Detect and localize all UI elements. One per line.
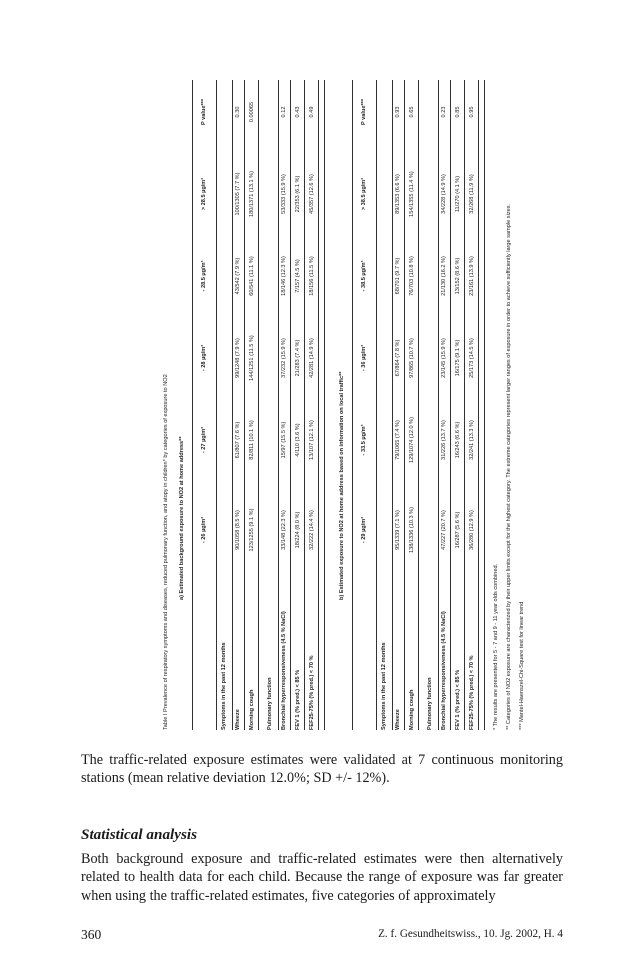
table-cell: 0.49 (309, 106, 315, 118)
table-cell: 7/157 (4.5 %) (295, 259, 301, 293)
table-rule (418, 80, 419, 730)
section-label: Symptoms in the past 12 months (381, 642, 387, 730)
table-cell: 0.85 (455, 106, 461, 118)
table-cell: 82/811 (10.1 %) (249, 420, 255, 460)
journal-reference: Z. f. Gesundheitswiss., 10. Jg. 2002, H. 4 (378, 928, 563, 940)
table-cell: 16/287 (5.6 %) (455, 511, 461, 549)
table-cell: 0.23 (441, 106, 447, 118)
column-header: - 33.5 µg/m³ (361, 424, 367, 456)
section-label: Pulmonary function (427, 677, 433, 730)
table-cell: 18/156 (11.5 %) (309, 256, 315, 296)
table-cell: 0.00065 (249, 101, 255, 123)
table-cell: 33/148 (22.3 %) (281, 510, 287, 550)
table-rule (484, 80, 485, 730)
table-cell: 18/224 (8.0 %) (295, 511, 301, 549)
column-header: - 26 µg/m³ (201, 516, 207, 544)
table-cell: 37/232 (15.9 %) (281, 338, 287, 378)
table-cell: 32/268 (11.9 %) (469, 174, 475, 214)
table-footnote: *** Mantel-Haenszel-Chi-Square test for linear trend (519, 601, 525, 730)
row-label: Wheeze (395, 709, 401, 730)
section-heading-statistical-analysis: Statistical analysis (81, 826, 198, 843)
row-label: FEV 1 (% pred.) < 85 % (295, 669, 301, 730)
table-rule (464, 80, 465, 730)
table-cell: 32/222 (14.4 %) (309, 510, 315, 550)
table-cell: 180/1371 (13.1 %) (249, 170, 255, 218)
table-cell: 25/173 (14.5 %) (469, 338, 475, 378)
table-rule (192, 80, 193, 730)
paragraph-statistical-analysis: Both background exposure and traffic-related estimates were then alternatively related to health data for each child. Because the range of exposure was far greater when using the traffic-related estimates, five categories of approximately (81, 851, 563, 904)
table-cell: 21/283 (7.4 %) (295, 339, 301, 377)
column-header: > 38.5 µg/m³ (361, 177, 367, 211)
table-cell: 68/701 (9.7 %) (395, 257, 401, 295)
table-rule (258, 80, 259, 730)
table-rule (392, 80, 393, 730)
table-rule (404, 80, 405, 730)
page-number: 360 (81, 927, 102, 942)
section-label: Pulmonary function (267, 677, 273, 730)
table-cell: 0.43 (295, 106, 301, 118)
table-rule (278, 80, 279, 730)
table-cell: 123/1255 (9.1 %) (249, 508, 255, 552)
panel-heading-panel_a: a) Estimated background exposure to NO2 at home address** (179, 436, 185, 600)
table-cell: 53/333 (15.9 %) (281, 174, 287, 214)
column-header: - 27 µg/m³ (201, 426, 207, 454)
section-label: Symptoms in the past 12 months (221, 642, 227, 730)
table-cell: 0.65 (409, 106, 415, 118)
table-cell: 76/703 (10.8 %) (409, 256, 415, 296)
table-rule (438, 80, 439, 730)
table-cell: 18/146 (12.3 %) (281, 256, 287, 296)
row-label: Wheeze (235, 709, 241, 730)
table-cell: 11/270 (4.1 %) (455, 175, 461, 213)
table-cell: 79/1065 (7.4 %) (395, 420, 401, 460)
row-label: Morning cough (249, 689, 255, 730)
table-rule (324, 80, 325, 730)
table-1 (160, 80, 526, 730)
table-cell: 42/281 (14.9 %) (309, 338, 315, 378)
table-rule (376, 80, 377, 730)
column-header: - 28 µg/m³ (201, 344, 207, 372)
table-cell: 100/1305 (7.7 %) (235, 172, 241, 216)
table-rule (478, 80, 479, 730)
table-cell: 95/1339 (7.1 %) (395, 510, 401, 550)
table-cell: 16/243 (6.6 %) (455, 421, 461, 459)
table-cell: 4/110 (3.6 %) (295, 423, 301, 457)
paragraph-validation: The traffic-related exposure estimates were validated at 7 continuous monitoring stations (mean relative deviation 12.0%; SD +/- 12%). (81, 752, 563, 787)
row-label: Bronchial hyperresponsiveness (4.5 % NaCl) (281, 611, 287, 730)
row-label: FEF25-75% (% pred.) < 70 % (309, 655, 315, 730)
table-cell: 32/241 (13.3 %) (469, 420, 475, 460)
table-rule (352, 80, 353, 730)
table-cell: 23/161 (13.9 %) (469, 256, 475, 296)
table-cell: 23/145 (15.9 %) (441, 338, 447, 378)
table-cell: 43/542 (7.9 %) (235, 257, 241, 295)
table-cell: 90/1058 (8.5 %) (235, 510, 241, 550)
table-cell: 36/280 (12.9 %) (469, 510, 475, 550)
table-cell: 0.95 (469, 106, 475, 118)
row-label: Bronchial hyperresponsiveness (4.5 % NaCl) (441, 611, 447, 730)
column-header: > 28.5 µg/m³ (201, 177, 207, 211)
table-cell: 47/227 (20.7 %) (441, 510, 447, 550)
table-cell: 138/1336 (10.3 %) (409, 506, 415, 554)
table-cell: 0.93 (395, 106, 401, 118)
table-cell: 99/1248 (7.9 %) (235, 338, 241, 378)
table-cell: 129/1074 (12.0 %) (409, 416, 415, 464)
column-header: P value*** (201, 98, 207, 126)
table-cell: 21/130 (16.2 %) (441, 256, 447, 296)
column-header: P value*** (361, 98, 367, 126)
table-rule (216, 80, 217, 730)
rotated-table-area (160, 80, 526, 730)
table-footnote: * The results are presented for 5 - 7 and 9 - 11 year olds combined. (493, 563, 499, 730)
table-rule (290, 80, 291, 730)
row-label: FEF25-75% (% pred.) < 70 % (469, 655, 475, 730)
table-cell: 0.12 (281, 106, 287, 118)
table-cell: 97/865 (10.7 %) (409, 338, 415, 378)
panel-heading-panel_b: b) Estimated exposure to NO2 at home address based on information on local traffic** (339, 371, 345, 600)
column-header: - 29 µg/m³ (361, 516, 367, 544)
table-cell: 67/864 (7.8 %) (395, 339, 401, 377)
table-cell: 13/107 (12.1 %) (309, 420, 315, 460)
column-header: - 38.5 µg/m³ (361, 260, 367, 292)
table-cell: 45/357 (12.6 %) (309, 174, 315, 214)
table-rule (450, 80, 451, 730)
table-cell: 144/1251 (11.5 %) (249, 335, 255, 381)
table-footnote: ** Categories of NO2 exposure are characterized by their upper limits except for the highest category. The extreme categories represent larger ranges of exposure in order to achieve sufficiently large sample sizes. (506, 203, 512, 730)
column-header: - 36 µg/m³ (361, 344, 367, 372)
table-cell: 61/807 (7.6 %) (235, 421, 241, 459)
table-rule (244, 80, 245, 730)
table-cell: 16/175 (9.1 %) (455, 339, 461, 377)
table-cell: 31/226 (13.7 %) (441, 420, 447, 460)
column-header: - 28.5 µg/m³ (201, 260, 207, 292)
table-rule (232, 80, 233, 730)
table-cell: 154/1355 (11.4 %) (409, 171, 415, 217)
table-cell: 15/97 (15.5 %) (281, 421, 287, 459)
table-cell: 60/541 (11.1 %) (249, 256, 255, 296)
table-cell: 13/152 (8.6 %) (455, 257, 461, 295)
table-cell: 22/353 (6.1 %) (295, 175, 301, 213)
table-cell: 34/228 (14.9 %) (441, 174, 447, 214)
row-label: Morning cough (409, 689, 415, 730)
table-title: Table I Prevalence of respiratory symptoms and diseases, reduced pulmonary function, and atopy in children* by categories of exposure to NO2 (163, 374, 169, 730)
table-cell: 0.30 (235, 106, 241, 118)
table-rule (304, 80, 305, 730)
table-cell: 89/1353 (6.6 %) (395, 174, 401, 214)
row-label: FEV 1 (% pred.) < 85 % (455, 669, 461, 730)
table-rule (318, 80, 319, 730)
